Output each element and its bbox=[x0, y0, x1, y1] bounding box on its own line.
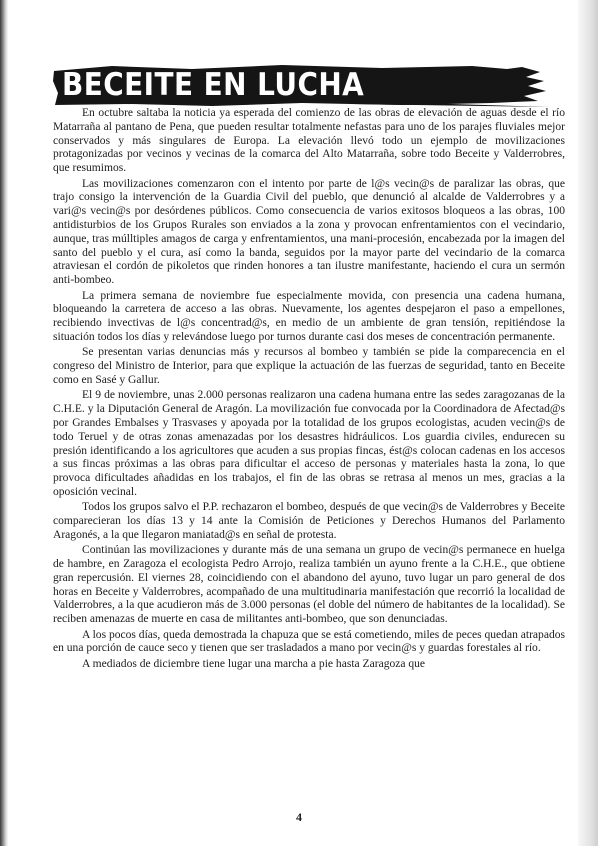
paragraph: Todos los grupos salvo el P.P. rechazaron el bombeo, después de que vecin@s de Valderrobres y Beceite comparecieran los días 13 y 14 ante la Comisión de Peticiones y Derechos Humanos del Parlamento Aragonés, a la que llegaron maniatad@s en señal de protesta. bbox=[53, 501, 565, 541]
page-number: 4 bbox=[296, 810, 302, 824]
title-banner bbox=[52, 63, 550, 108]
paragraph: Continúan las movilizaciones y durante más de una semana un grupo de vecin@s permanece en huelga de hambre, en Zaragoza el ecologista Pedro Arrojo, realiza también un ayuno frente a la C.H.E., que obtiene gran repercusión. El viernes 28, coincidiendo con el abandono del ayuno, tuvo lugar un paro general de dos horas en Beceite y Valderrobres, acompañado de una multitudinaria manifestación que recorrió la localidad de Valderrobres, a la que acudieron más de 3.000 personas (el doble del número de habitantes de la localidad). Se reciben amenazas de muerte en casa de militantes anti-bombeo, que son denunciadas. bbox=[53, 544, 565, 626]
paragraph: A los pocos días, queda demostrada la chapuza que se está cometiendo, miles de peces quedan atrapados en una porción de cauce seco y tienen que ser trasladados a mano por vecin@s y guardas forestales al río. bbox=[53, 628, 565, 655]
scan-edge-right bbox=[578, 0, 598, 846]
paragraph: Las movilizaciones comenzaron con el intento por parte de l@s vecin@s de paralizar las obras, que trajo consigo la intervención de la Guardia Civil del pueblo, que denunció al alcalde de Valderrobres y a vari@s vecin@s por desórdenes públicos. Como consecuencia de varios exitosos bloqueos a las obras, 100 antidisturbios de los Grupos Rurales son enviados a la zona y provocan enfrentamientos con el vecindario, aunque, tras múlltiples amagos de carga y enfrentamientos, una mani-procesión, encabezada por la imagen del santo del pueblo y el cura, así como la banda, seguidos por la mayor parte del vecindario de la comarca atraviesan el cordón de pikoletos que rinden honores a tan ilustre manifestante, haciendo el cura un sermón anti-bombeo. bbox=[53, 177, 565, 287]
paragraph: La primera semana de noviembre fue especialmente movida, con presencia una cadena humana, bloqueando la carretera de acceso a las obras. Nuevamente, los agentes despejaron el paso a empellones, recibiendo invectivas de l@s concentrad@s, en medio de un ambiente de gran tensión, repitiéndose la situación todos los días y relevándose luego por turnos durante casi dos meses de concentración permanente. bbox=[53, 289, 565, 343]
paragraph: En octubre saltaba la noticia ya esperada del comienzo de las obras de elevación de aguas desde el río Matarraña al pantano de Pena, que pueden resultar totalmente nefastas para uno de los parajes fluviales mejor conservados y más singulares de Europa. La elevación llevó todo un ejemplo de movilizaciones protagonizadas por vecinos y vecinas de la comarca del Alto Matarraña, sobre todo Beceite y Valderrobres, que resumimos. bbox=[53, 107, 565, 175]
paragraph: A mediados de diciembre tiene lugar una marcha a pie hasta Zaragoza que bbox=[82, 657, 426, 670]
article-title: BECEITE EN LUCHA bbox=[62, 67, 365, 103]
article-body bbox=[53, 107, 565, 673]
scan-edge-left bbox=[0, 0, 8, 846]
paragraph: Se presentan varias denuncias más y recursos al bombeo y también se pide la comparecencia en el congreso del Ministro de Interior, para que explique la actuación de las fuerzas de seguridad, tanto en Beceite como en Sasé y Gallur. bbox=[53, 346, 565, 386]
paragraph: El 9 de noviembre, unas 2.000 personas realizaron una cadena humana entre las sedes zaragozanas de la C.H.E. y la Diputación General de Aragón. La movilización fue convocada por la Coordinadora de Afectad@s por Grandes Embalses y Trasvases y apoyada por la totalidad de los grupos ecologistas, acuden vecin@s de todo Teruel y de otras zonas amenazadas por los desastres hidráulicos. Los guardia civiles, endurecen su presión identificando a los agricultores que acuden a sus propias fincas, ést@s colocan cadenas en los accesos a sus fincas próximas a las obras para dificultar el acceso de personas y materiales hasta la zona, lo que provoca dificultades añadidas en los trabajos, el fin de las obras se retrasa al menos un mes, gracias a la oposición vecinal. bbox=[53, 389, 565, 498]
